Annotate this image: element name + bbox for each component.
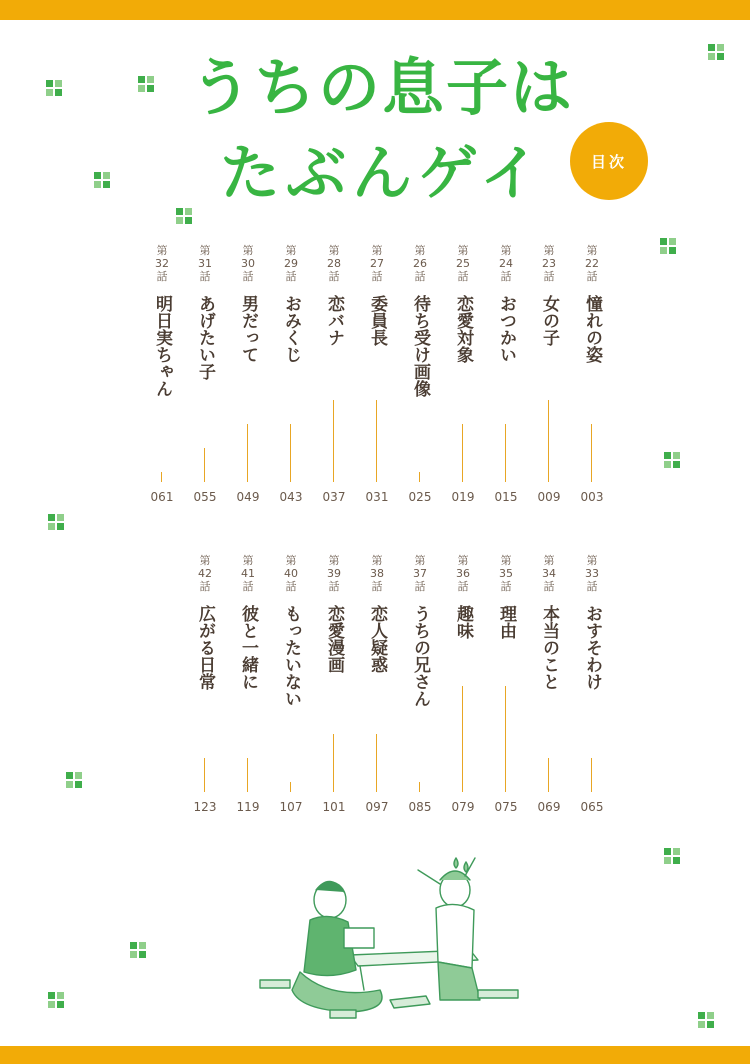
- page-number: 075: [494, 800, 518, 814]
- chapter-title: 憧れの姿: [582, 295, 602, 363]
- page-number: 043: [279, 490, 303, 504]
- toc-entry[interactable]: [575, 244, 609, 506]
- leader-rule: [376, 400, 377, 482]
- pixel-square-decoration: [138, 76, 154, 92]
- pixel-square-decoration: [48, 992, 64, 1008]
- chapter-number: 第42話: [198, 554, 212, 593]
- leader-rule: [161, 472, 162, 482]
- chapter-title: あげたい子: [195, 295, 215, 380]
- page-number: 049: [236, 490, 260, 504]
- bottom-accent-band: [0, 1046, 750, 1064]
- toc-entry[interactable]: [446, 244, 480, 506]
- chapter-number: 第25話: [456, 244, 470, 283]
- chapter-number: 第30話: [241, 244, 255, 283]
- chapter-number: 第34話: [542, 554, 556, 593]
- chapter-title: 男だって: [238, 295, 258, 363]
- title-line-1: うちの息子は: [190, 51, 575, 124]
- chapter-title: 趣味: [453, 605, 473, 639]
- leader-rule: [247, 758, 248, 792]
- chapter-number: 第22話: [585, 244, 599, 283]
- page-number: 003: [580, 490, 604, 504]
- contents-badge: 目次: [570, 122, 648, 200]
- toc-entry[interactable]: [446, 554, 480, 816]
- chapter-number: 第37話: [413, 554, 427, 593]
- chapter-title: 待ち受け画像: [410, 295, 430, 397]
- leader-rule: [505, 424, 506, 482]
- pixel-square-decoration: [48, 514, 64, 530]
- page-number: 065: [580, 800, 604, 814]
- chapter-number: 第32話: [155, 244, 169, 283]
- chapter-title: 女の子: [539, 295, 559, 346]
- pixel-square-decoration: [66, 772, 82, 788]
- page-number: 085: [408, 800, 432, 814]
- page-number: 019: [451, 490, 475, 504]
- leader-rule: [462, 686, 463, 792]
- chapter-number: 第41話: [241, 554, 255, 593]
- pixel-square-decoration: [698, 1012, 714, 1028]
- leader-rule: [204, 448, 205, 482]
- toc-entry[interactable]: [360, 554, 394, 816]
- pixel-square-decoration: [708, 44, 724, 60]
- pixel-square-decoration: [664, 452, 680, 468]
- page-number: 025: [408, 490, 432, 504]
- chapter-title: 恋愛漫画: [324, 605, 344, 673]
- chapter-title: 恋人疑惑: [367, 605, 387, 673]
- toc-entry[interactable]: [532, 244, 566, 506]
- leader-rule: [333, 734, 334, 792]
- page-number: 031: [365, 490, 389, 504]
- chapter-title: 委員長: [367, 295, 387, 346]
- toc-entry[interactable]: [274, 244, 308, 506]
- page-number: 123: [193, 800, 217, 814]
- chapter-title: もったいない: [281, 605, 301, 707]
- chapter-title: 理由: [496, 605, 516, 639]
- leader-rule: [591, 758, 592, 792]
- pixel-square-decoration: [660, 238, 676, 254]
- page-number: 107: [279, 800, 303, 814]
- page-number: 061: [150, 490, 174, 504]
- page-number: 079: [451, 800, 475, 814]
- toc-entry[interactable]: [317, 554, 351, 816]
- leader-rule: [290, 424, 291, 482]
- toc-entry[interactable]: [575, 554, 609, 816]
- chapter-number: 第28話: [327, 244, 341, 283]
- page-number: 055: [193, 490, 217, 504]
- toc-entry[interactable]: [231, 244, 265, 506]
- pixel-square-decoration: [130, 942, 146, 958]
- leader-rule: [290, 782, 291, 792]
- page-number: 097: [365, 800, 389, 814]
- pixel-square-decoration: [176, 208, 192, 224]
- leader-rule: [419, 782, 420, 792]
- page-number: 069: [537, 800, 561, 814]
- toc-entry[interactable]: [231, 554, 265, 816]
- book-title: [190, 38, 575, 209]
- chapter-number: 第24話: [499, 244, 513, 283]
- toc-entry[interactable]: [188, 244, 222, 506]
- leader-rule: [333, 400, 334, 482]
- leader-rule: [247, 424, 248, 482]
- chapter-title: うちの兄さん: [410, 605, 430, 707]
- chapter-number: 第26話: [413, 244, 427, 283]
- toc-entry[interactable]: [532, 554, 566, 816]
- chapter-number: 第36話: [456, 554, 470, 593]
- chapter-number: 第33話: [585, 554, 599, 593]
- leader-rule: [548, 758, 549, 792]
- page-number: 101: [322, 800, 346, 814]
- chapter-title: 明日実ちゃん: [152, 295, 172, 397]
- chapter-title: 恋愛対象: [453, 295, 473, 363]
- chapter-number: 第39話: [327, 554, 341, 593]
- toc-entry[interactable]: [317, 244, 351, 506]
- chapter-title: 広がる日常: [195, 605, 215, 690]
- chapter-number: 第38話: [370, 554, 384, 593]
- page-number: 037: [322, 490, 346, 504]
- pixel-square-decoration: [664, 848, 680, 864]
- top-accent-band: [0, 0, 750, 20]
- chapter-title: 彼と一緒に: [238, 605, 258, 690]
- chapter-number: 第23話: [542, 244, 556, 283]
- title-line-2: たぶんゲイ: [220, 139, 546, 209]
- chapter-title: 恋バナ: [324, 295, 344, 346]
- chapter-number: 第35話: [499, 554, 513, 593]
- toc-entry[interactable]: [274, 554, 308, 816]
- toc-entry[interactable]: [403, 244, 437, 506]
- chapter-number: 第29話: [284, 244, 298, 283]
- toc-entry[interactable]: [489, 554, 523, 816]
- page-number: 015: [494, 490, 518, 504]
- chapter-title: おみくじ: [281, 295, 301, 363]
- pixel-square-decoration: [94, 172, 110, 188]
- leader-rule: [204, 758, 205, 792]
- toc-entry[interactable]: [489, 244, 523, 506]
- leader-rule: [548, 400, 549, 482]
- page-number: 009: [537, 490, 561, 504]
- leader-rule: [505, 686, 506, 792]
- toc-entry[interactable]: [145, 244, 179, 506]
- chapter-number: 第31話: [198, 244, 212, 283]
- leader-rule: [462, 424, 463, 482]
- pixel-square-decoration: [46, 80, 62, 96]
- leader-rule: [591, 424, 592, 482]
- toc-entry[interactable]: [188, 554, 222, 816]
- leader-rule: [376, 734, 377, 792]
- page-number: 119: [236, 800, 260, 814]
- chapter-number: 第27話: [370, 244, 384, 283]
- toc-entry[interactable]: [360, 244, 394, 506]
- chapter-title: おすそわけ: [582, 605, 602, 690]
- toc-entry[interactable]: [403, 554, 437, 816]
- chapter-title: 本当のこと: [539, 605, 559, 690]
- chapter-title: おつかい: [496, 295, 516, 363]
- illustration-father-and-son: [240, 850, 540, 1040]
- leader-rule: [419, 472, 420, 482]
- chapter-number: 第40話: [284, 554, 298, 593]
